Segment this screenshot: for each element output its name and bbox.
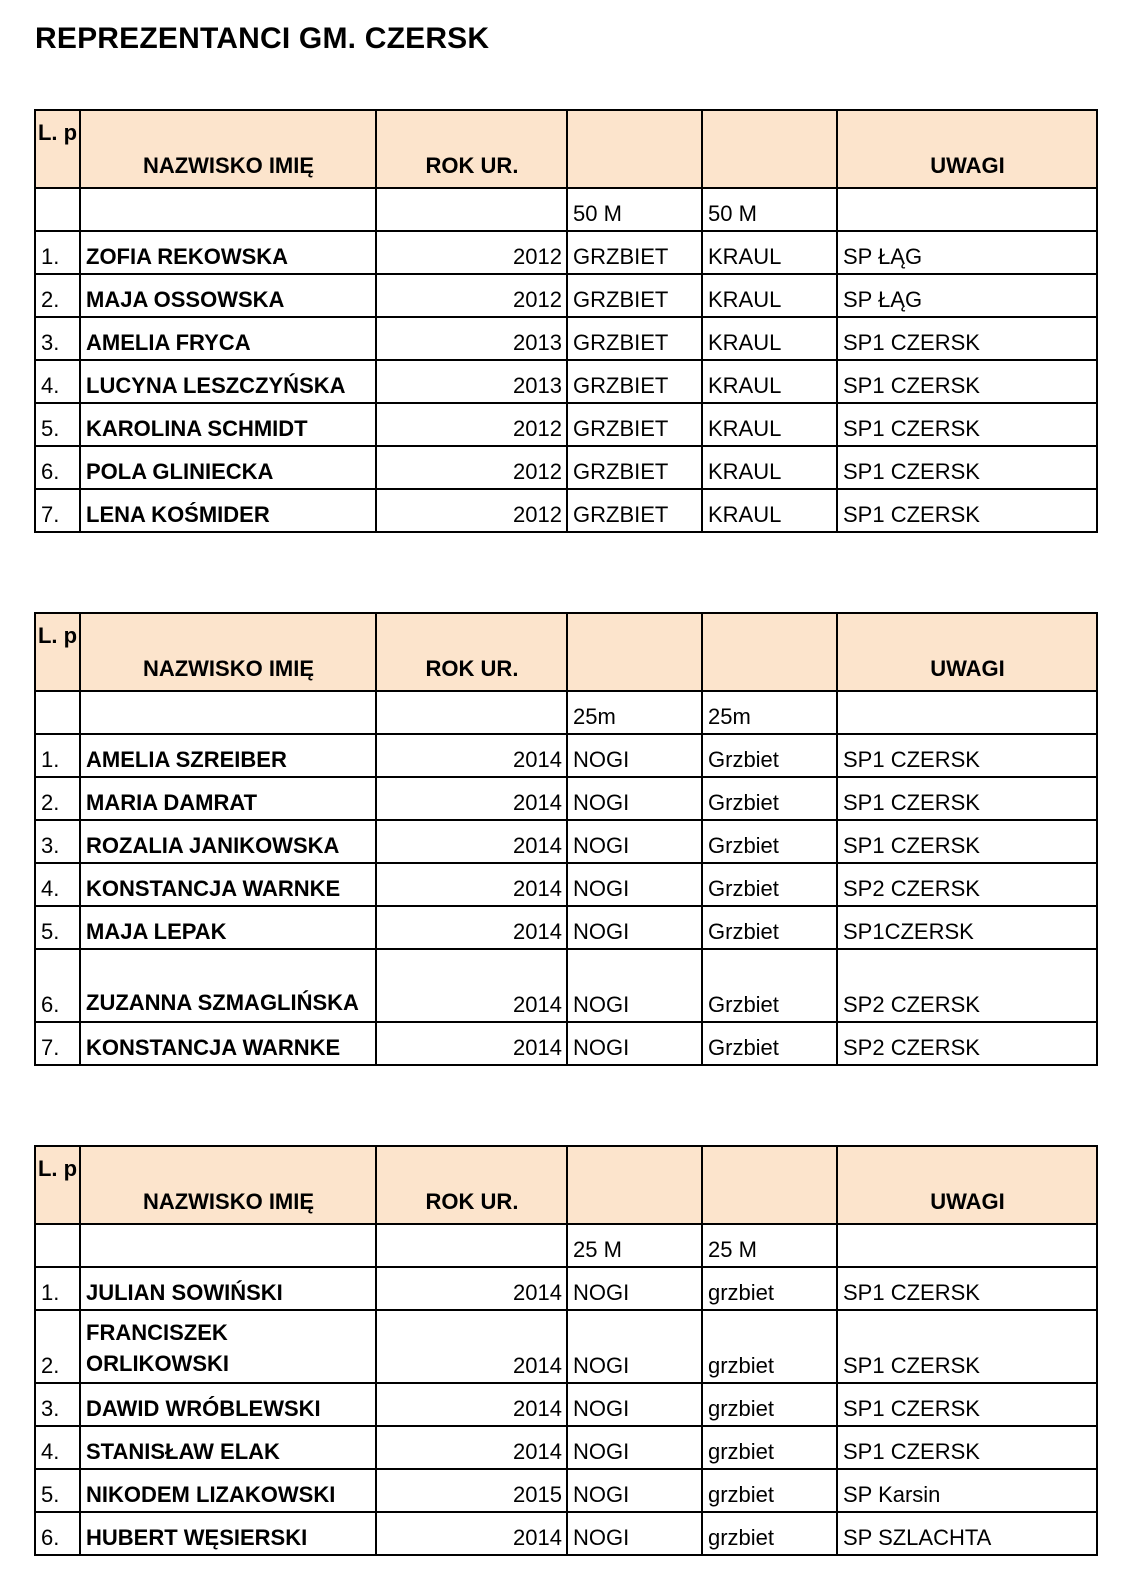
row-discipline-2: grzbiet (702, 1383, 837, 1426)
row-lp: 6. (35, 949, 80, 1022)
row-year: 2015 (376, 1469, 567, 1512)
table-row (35, 1383, 1097, 1426)
table-row (35, 403, 1097, 446)
row-discipline-1: NOGI (567, 863, 702, 906)
row-notes: SP1 CZERSK (837, 317, 1097, 360)
row-discipline-1: NOGI (567, 820, 702, 863)
row-notes: SP2 CZERSK (837, 863, 1097, 906)
row-year: 2014 (376, 1383, 567, 1426)
row-notes: SP1 CZERSK (837, 1310, 1097, 1383)
row-discipline-1: GRZBIET (567, 403, 702, 446)
row-discipline-2: grzbiet (702, 1512, 837, 1555)
header-year: ROK UR. (376, 110, 567, 188)
row-lp: 2. (35, 274, 80, 317)
header-name: NAZWISKO IMIĘ (80, 613, 376, 691)
subheader-distance-2: 25 M (702, 1224, 837, 1267)
row-name: NIKODEM LIZAKOWSKI (80, 1469, 376, 1512)
subheader-empty (376, 188, 567, 231)
table-header-row (35, 613, 1097, 691)
subheader-empty (376, 1224, 567, 1267)
row-year: 2014 (376, 1022, 567, 1065)
row-year: 2012 (376, 274, 567, 317)
header-lp: L. p (35, 613, 80, 691)
subheader-empty (80, 1224, 376, 1267)
row-notes: SP1 CZERSK (837, 820, 1097, 863)
row-discipline-2: grzbiet (702, 1310, 837, 1383)
subheader-empty (35, 1224, 80, 1267)
header-name: NAZWISKO IMIĘ (80, 1146, 376, 1224)
row-name: STANISŁAW ELAK (80, 1426, 376, 1469)
row-discipline-1: NOGI (567, 1310, 702, 1383)
table-row (35, 1426, 1097, 1469)
row-year: 2014 (376, 820, 567, 863)
header-notes: UWAGI (837, 110, 1097, 188)
row-year: 2014 (376, 1512, 567, 1555)
roster-table-1 (34, 109, 1098, 533)
row-lp: 5. (35, 1469, 80, 1512)
row-notes: SP1 CZERSK (837, 1267, 1097, 1310)
row-discipline-2: KRAUL (702, 446, 837, 489)
row-discipline-1: NOGI (567, 734, 702, 777)
subheader-empty (80, 691, 376, 734)
table-row (35, 1469, 1097, 1512)
row-discipline-2: KRAUL (702, 231, 837, 274)
row-year: 2014 (376, 1426, 567, 1469)
row-discipline-1: GRZBIET (567, 274, 702, 317)
row-discipline-2: KRAUL (702, 403, 837, 446)
subheader-empty (35, 691, 80, 734)
row-discipline-1: NOGI (567, 906, 702, 949)
row-discipline-1: NOGI (567, 1267, 702, 1310)
row-year: 2014 (376, 863, 567, 906)
table-header-row (35, 110, 1097, 188)
table-subheader-row (35, 188, 1097, 231)
subheader-empty (376, 691, 567, 734)
row-notes: SP ŁĄG (837, 231, 1097, 274)
header-notes: UWAGI (837, 613, 1097, 691)
table-row (35, 231, 1097, 274)
row-lp: 2. (35, 1310, 80, 1383)
row-discipline-1: GRZBIET (567, 317, 702, 360)
row-name: JULIAN SOWIŃSKI (80, 1267, 376, 1310)
header-discipline-2 (702, 110, 837, 188)
row-lp: 6. (35, 1512, 80, 1555)
row-name: KAROLINA SCHMIDT (80, 403, 376, 446)
row-notes: SP SZLACHTA (837, 1512, 1097, 1555)
row-lp: 1. (35, 1267, 80, 1310)
row-notes: SP1 CZERSK (837, 360, 1097, 403)
row-lp: 2. (35, 777, 80, 820)
row-discipline-1: GRZBIET (567, 231, 702, 274)
row-year: 2014 (376, 906, 567, 949)
row-lp: 4. (35, 360, 80, 403)
row-lp: 6. (35, 446, 80, 489)
subheader-empty (837, 691, 1097, 734)
row-year: 2012 (376, 446, 567, 489)
row-discipline-2: Grzbiet (702, 863, 837, 906)
row-name: KONSTANCJA WARNKE (80, 1022, 376, 1065)
subheader-distance-1: 25 M (567, 1224, 702, 1267)
row-notes: SP1 CZERSK (837, 489, 1097, 532)
row-lp: 5. (35, 906, 80, 949)
table-subheader-row (35, 691, 1097, 734)
header-year: ROK UR. (376, 613, 567, 691)
row-name: POLA GLINIECKA (80, 446, 376, 489)
table-row (35, 274, 1097, 317)
table-row (35, 489, 1097, 532)
row-name: AMELIA SZREIBER (80, 734, 376, 777)
subheader-distance-2: 50 M (702, 188, 837, 231)
row-discipline-1: GRZBIET (567, 446, 702, 489)
header-lp: L. p (35, 1146, 80, 1224)
row-lp: 7. (35, 489, 80, 532)
row-discipline-1: GRZBIET (567, 360, 702, 403)
row-discipline-1: NOGI (567, 1383, 702, 1426)
subheader-distance-1: 50 M (567, 188, 702, 231)
row-name: HUBERT WĘSIERSKI (80, 1512, 376, 1555)
subheader-empty (35, 188, 80, 231)
row-notes: SP1 CZERSK (837, 777, 1097, 820)
row-notes: SP1CZERSK (837, 906, 1097, 949)
table-row (35, 906, 1097, 949)
table-row (35, 777, 1097, 820)
row-discipline-1: NOGI (567, 1022, 702, 1065)
row-notes: SP2 CZERSK (837, 1022, 1097, 1065)
row-year: 2012 (376, 489, 567, 532)
subheader-distance-1: 25m (567, 691, 702, 734)
row-discipline-2: KRAUL (702, 274, 837, 317)
row-discipline-2: KRAUL (702, 317, 837, 360)
row-lp: 3. (35, 317, 80, 360)
row-notes: SP2 CZERSK (837, 949, 1097, 1022)
subheader-distance-2: 25m (702, 691, 837, 734)
header-name: NAZWISKO IMIĘ (80, 110, 376, 188)
row-name: LENA KOŚMIDER (80, 489, 376, 532)
row-year: 2013 (376, 317, 567, 360)
row-name: ZUZANNA SZMAGLIŃSKA (80, 949, 376, 1022)
roster-table-3 (34, 1145, 1098, 1556)
row-notes: SP1 CZERSK (837, 734, 1097, 777)
subheader-empty (80, 188, 376, 231)
row-name: FRANCISZEK ORLIKOWSKI (80, 1310, 376, 1383)
row-discipline-2: KRAUL (702, 489, 837, 532)
table-row (35, 1267, 1097, 1310)
row-discipline-2: Grzbiet (702, 949, 837, 1022)
row-discipline-2: KRAUL (702, 360, 837, 403)
header-year: ROK UR. (376, 1146, 567, 1224)
table-row (35, 446, 1097, 489)
row-lp: 1. (35, 231, 80, 274)
row-lp: 7. (35, 1022, 80, 1065)
header-notes: UWAGI (837, 1146, 1097, 1224)
table-row (35, 317, 1097, 360)
row-notes: SP1 CZERSK (837, 1426, 1097, 1469)
row-discipline-2: grzbiet (702, 1267, 837, 1310)
header-lp: L. p (35, 110, 80, 188)
header-discipline-1 (567, 613, 702, 691)
row-year: 2012 (376, 403, 567, 446)
page-title: REPREZENTANCI GM. CZERSK (35, 22, 490, 55)
table-row (35, 1310, 1097, 1383)
row-discipline-2: Grzbiet (702, 777, 837, 820)
row-discipline-2: Grzbiet (702, 1022, 837, 1065)
table-row (35, 734, 1097, 777)
row-name: KONSTANCJA WARNKE (80, 863, 376, 906)
row-year: 2014 (376, 734, 567, 777)
row-discipline-2: Grzbiet (702, 906, 837, 949)
row-year: 2013 (376, 360, 567, 403)
table-row (35, 360, 1097, 403)
row-year: 2012 (376, 231, 567, 274)
table-row (35, 1512, 1097, 1555)
header-discipline-1 (567, 110, 702, 188)
subheader-empty (837, 188, 1097, 231)
row-discipline-1: GRZBIET (567, 489, 702, 532)
row-year: 2014 (376, 777, 567, 820)
row-discipline-1: NOGI (567, 949, 702, 1022)
row-discipline-2: Grzbiet (702, 820, 837, 863)
row-notes: SP Karsin (837, 1469, 1097, 1512)
row-notes: SP1 CZERSK (837, 403, 1097, 446)
header-discipline-2 (702, 613, 837, 691)
row-notes: SP ŁĄG (837, 274, 1097, 317)
row-discipline-2: grzbiet (702, 1426, 837, 1469)
row-discipline-1: NOGI (567, 1426, 702, 1469)
row-discipline-1: NOGI (567, 1512, 702, 1555)
row-lp: 1. (35, 734, 80, 777)
row-discipline-1: NOGI (567, 1469, 702, 1512)
row-discipline-1: NOGI (567, 777, 702, 820)
row-year: 2014 (376, 949, 567, 1022)
row-name: MARIA DAMRAT (80, 777, 376, 820)
header-discipline-1 (567, 1146, 702, 1224)
row-name: ROZALIA JANIKOWSKA (80, 820, 376, 863)
row-name: LUCYNA LESZCZYŃSKA (80, 360, 376, 403)
row-name: AMELIA FRYCA (80, 317, 376, 360)
row-discipline-2: Grzbiet (702, 734, 837, 777)
row-notes: SP1 CZERSK (837, 446, 1097, 489)
row-name: DAWID WRÓBLEWSKI (80, 1383, 376, 1426)
row-lp: 3. (35, 1383, 80, 1426)
table-row (35, 1022, 1097, 1065)
row-name: MAJA OSSOWSKA (80, 274, 376, 317)
row-lp: 4. (35, 1426, 80, 1469)
row-lp: 4. (35, 863, 80, 906)
row-name: ZOFIA REKOWSKA (80, 231, 376, 274)
row-discipline-2: grzbiet (702, 1469, 837, 1512)
row-year: 2014 (376, 1310, 567, 1383)
table-row (35, 863, 1097, 906)
table-header-row (35, 1146, 1097, 1224)
table-row (35, 820, 1097, 863)
row-name: MAJA LEPAK (80, 906, 376, 949)
row-lp: 5. (35, 403, 80, 446)
table-subheader-row (35, 1224, 1097, 1267)
table-row (35, 949, 1097, 1022)
row-notes: SP1 CZERSK (837, 1383, 1097, 1426)
row-year: 2014 (376, 1267, 567, 1310)
row-lp: 3. (35, 820, 80, 863)
subheader-empty (837, 1224, 1097, 1267)
header-discipline-2 (702, 1146, 837, 1224)
roster-table-2 (34, 612, 1098, 1066)
